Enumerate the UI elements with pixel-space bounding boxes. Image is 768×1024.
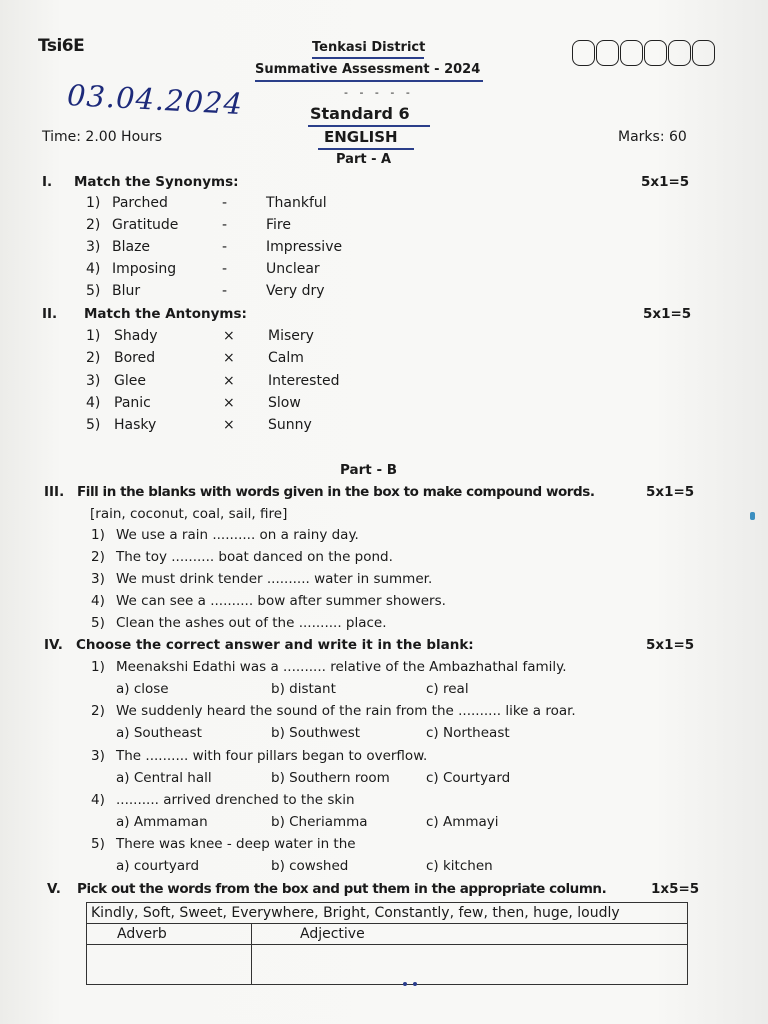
register-number-boxes[interactable]: [572, 40, 716, 66]
section-3-number: III.: [44, 484, 65, 500]
fill-blank-text: Clean the ashes out of the .......... place.: [116, 615, 387, 631]
section-5-title: Pick out the words from the box and put them in the appropriate column.: [77, 881, 607, 897]
option-a: a) close: [116, 681, 169, 697]
fill-blank-text: We use a rain .......... on a rainy day.: [116, 527, 359, 543]
option-c: c) real: [426, 681, 469, 697]
option-c: c) Ammayi: [426, 814, 499, 830]
synonym-number: 5): [86, 283, 101, 299]
option-c: c) Northeast: [426, 725, 510, 741]
register-box[interactable]: [668, 40, 691, 66]
antonym-separator: ×: [223, 417, 235, 433]
section-4-number: IV.: [44, 637, 63, 653]
synonym-separator: -: [222, 261, 228, 277]
antonym-match: Interested: [268, 373, 340, 389]
register-box[interactable]: [620, 40, 643, 66]
handwritten-date: 03.04.2024: [66, 78, 244, 122]
column-header-adjective: Adjective: [252, 924, 688, 945]
synonym-separator: -: [222, 195, 228, 211]
district-title: Tenkasi District: [312, 40, 426, 55]
section-2-score: 5x1=5: [643, 306, 692, 322]
antonym-word: Bored: [114, 350, 156, 366]
question-number: 4): [91, 792, 105, 808]
antonym-separator: ×: [223, 350, 235, 366]
synonym-match: Unclear: [266, 261, 320, 277]
question-number: 1): [91, 659, 105, 675]
synonym-separator: -: [222, 239, 228, 255]
antonym-word: Shady: [114, 328, 158, 344]
section-3-title: Fill in the blanks with words given in the box to make compound words.: [77, 484, 595, 500]
antonym-separator: ×: [223, 395, 235, 411]
word-box: Kindly, Soft, Sweet, Everywhere, Bright, Constantly, few, then, huge, loudly: [87, 903, 688, 924]
option-b: b) Southwest: [271, 725, 361, 741]
option-c: c) Courtyard: [426, 770, 511, 786]
synonym-match: Impressive: [266, 239, 343, 255]
antonym-number: 4): [86, 395, 101, 411]
synonym-match: Very dry: [266, 283, 325, 299]
antonym-number: 1): [86, 328, 101, 344]
section-1-score: 5x1=5: [641, 174, 690, 190]
section-1-title: Match the Synonyms:: [74, 174, 239, 190]
question-number: 2): [91, 703, 105, 719]
question-text: Meenakshi Edathi was a .......... relative of the Ambazhathal family.: [116, 659, 567, 675]
exam-time: Time: 2.00 Hours: [42, 129, 163, 145]
adjective-answer-cell[interactable]: [252, 945, 688, 985]
antonym-word: Panic: [114, 395, 151, 411]
antonym-number: 2): [86, 350, 101, 366]
synonym-word: Parched: [112, 195, 168, 211]
question-number: 5): [91, 836, 105, 852]
part-a-title: Part - A: [336, 152, 392, 167]
option-a: a) Southeast: [116, 725, 202, 741]
antonym-match: Slow: [268, 395, 301, 411]
synonym-separator: -: [222, 283, 228, 299]
option-b: b) distant: [271, 681, 336, 697]
fill-blank-number: 4): [91, 593, 105, 609]
question-text: We suddenly heard the sound of the rain from the .......... like a roar.: [116, 703, 576, 719]
part-b-title: Part - B: [340, 462, 398, 478]
synonym-number: 3): [86, 239, 101, 255]
antonym-word: Glee: [114, 373, 146, 389]
register-box[interactable]: [572, 40, 595, 66]
option-c: c) kitchen: [426, 858, 493, 874]
antonym-separator: ×: [223, 373, 235, 389]
synonym-word: Blaze: [112, 239, 151, 255]
antonym-number: 5): [86, 417, 101, 433]
section-5-number: V.: [47, 881, 61, 897]
option-a: a) courtyard: [116, 858, 200, 874]
fill-blank-text: We can see a .......... bow after summer showers.: [116, 593, 446, 609]
option-b: b) Southern room: [271, 770, 390, 786]
question-text: .......... arrived drenched to the skin: [116, 792, 355, 808]
question-text: There was knee - deep water in the: [116, 836, 356, 852]
option-a: a) Central hall: [116, 770, 212, 786]
section-2-title: Match the Antonyms:: [84, 306, 247, 322]
section-5-score: 1x5=5: [651, 881, 700, 897]
header-dashes: - - - - -: [344, 86, 414, 99]
paper-code: Tsi6E: [38, 36, 85, 56]
synonym-word: Gratitude: [112, 217, 179, 233]
fill-blank-number: 1): [91, 527, 105, 543]
section-4-title: Choose the correct answer and write it in the blank:: [76, 637, 474, 653]
standard-underline: [308, 125, 430, 127]
antonym-match: Calm: [268, 350, 304, 366]
adverb-answer-cell[interactable]: [87, 945, 252, 985]
section-3-score: 5x1=5: [646, 484, 695, 500]
option-b: b) cowshed: [271, 858, 349, 874]
question-text: The .......... with four pillars began to overflow.: [116, 748, 428, 764]
register-box[interactable]: [644, 40, 667, 66]
fill-blank-text: We must drink tender .......... water in summer.: [116, 571, 433, 587]
district-underline: [312, 57, 424, 59]
synonym-match: Thankful: [266, 195, 327, 211]
antonym-word: Hasky: [114, 417, 157, 433]
word-sort-table: [86, 902, 688, 985]
subject-underline: [318, 148, 414, 150]
fill-blank-number: 2): [91, 549, 105, 565]
synonym-number: 2): [86, 217, 101, 233]
synonym-number: 4): [86, 261, 101, 277]
ink-speck: [750, 512, 755, 520]
synonym-number: 1): [86, 195, 101, 211]
section-2-number: II.: [42, 306, 58, 322]
synonym-word: Imposing: [112, 261, 177, 277]
option-a: a) Ammaman: [116, 814, 208, 830]
exam-marks: Marks: 60: [618, 129, 687, 145]
standard-title: Standard 6: [310, 104, 410, 123]
question-number: 3): [91, 748, 105, 764]
section-3-word-box: [rain, coconut, coal, sail, fire]: [90, 506, 288, 522]
antonym-match: Misery: [268, 328, 314, 344]
synonym-match: Fire: [266, 217, 291, 233]
antonym-number: 3): [86, 373, 101, 389]
assessment-underline: [255, 80, 483, 82]
assessment-title: Summative Assessment - 2024: [255, 62, 481, 77]
synonym-word: Blur: [112, 283, 141, 299]
section-4-score: 5x1=5: [646, 637, 695, 653]
fill-blank-number: 5): [91, 615, 105, 631]
ink-dot: [403, 982, 407, 986]
subject-title: ENGLISH: [324, 128, 398, 146]
option-b: b) Cheriamma: [271, 814, 368, 830]
fill-blank-number: 3): [91, 571, 105, 587]
synonym-separator: -: [222, 217, 228, 233]
column-header-adverb: Adverb: [87, 924, 252, 945]
register-box[interactable]: [596, 40, 619, 66]
ink-dot: [413, 982, 417, 986]
fill-blank-text: The toy .......... boat danced on the pond.: [116, 549, 393, 565]
antonym-separator: ×: [223, 328, 235, 344]
antonym-match: Sunny: [268, 417, 312, 433]
register-box[interactable]: [692, 40, 715, 66]
section-1-number: I.: [42, 174, 53, 190]
